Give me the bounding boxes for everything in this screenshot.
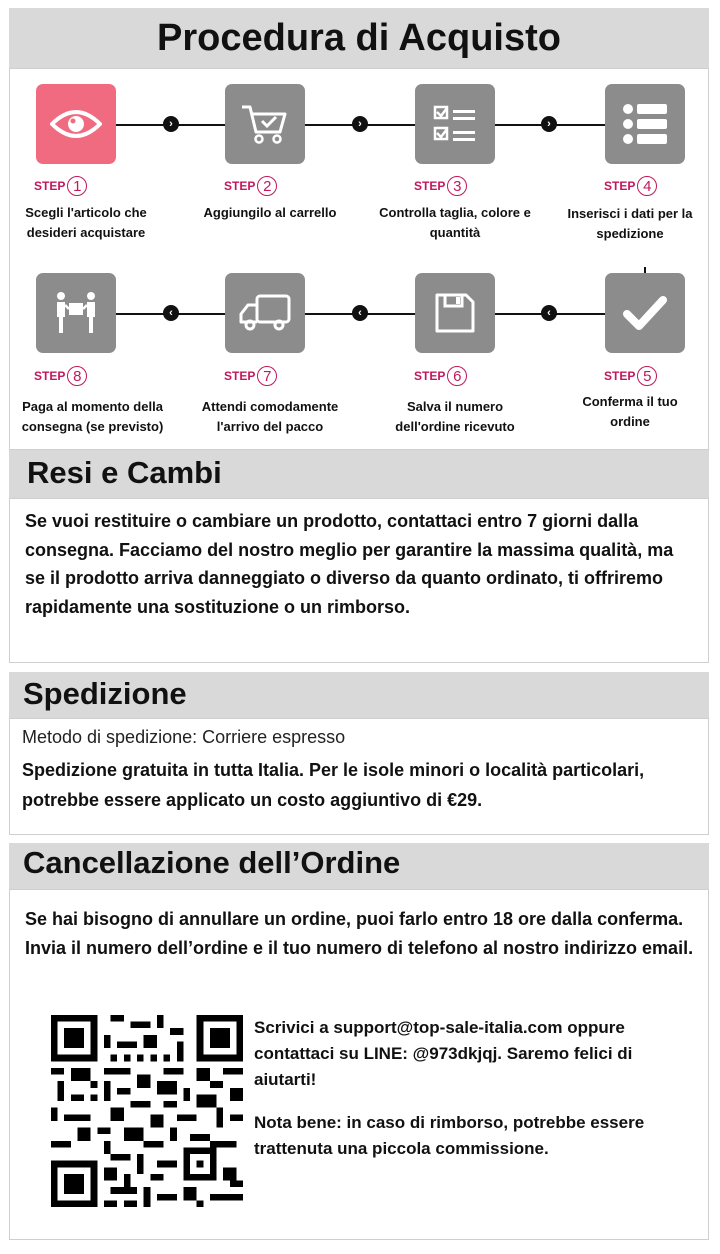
cancellation-title: Cancellazione dell’Ordine bbox=[9, 843, 709, 889]
step-5-desc: Conferma il tuo ordine bbox=[582, 394, 678, 429]
step-2-desc: Aggiungilo al carrello bbox=[203, 205, 337, 220]
shipping-body bbox=[9, 718, 709, 835]
step-3-label: STEP 3 bbox=[414, 176, 467, 196]
step-7-label: STEP 7 bbox=[224, 366, 277, 386]
step-6-desc: Salva il numero dell'ordine ricevuto bbox=[395, 399, 515, 434]
checklist-icon bbox=[415, 84, 495, 164]
cancellation-body bbox=[9, 889, 709, 1240]
step-6-label: STEP 6 bbox=[414, 366, 467, 386]
arrow-left-icon: ‹ bbox=[541, 305, 557, 321]
cart-icon bbox=[225, 84, 305, 164]
checkmark-icon bbox=[605, 273, 685, 353]
step-4-desc: Inserisci i dati per la spedizione bbox=[567, 206, 693, 241]
arrow-right-icon: › bbox=[352, 116, 368, 132]
save-icon bbox=[415, 273, 495, 353]
step-1-desc: Scegli l'articolo che desideri acquistare bbox=[25, 205, 147, 240]
step-7-desc: Attendi comodamente l'arrivo del pacco bbox=[201, 399, 339, 434]
step-4-label: STEP 4 bbox=[604, 176, 657, 196]
shipping-title: Spedizione bbox=[9, 672, 709, 718]
refund-note: Nota bene: in caso di rimborso, potrebbe essere trattenuta una piccola commissione. bbox=[254, 1113, 645, 1158]
eye-icon bbox=[36, 84, 116, 164]
truck-icon bbox=[225, 273, 305, 353]
step-8-desc: Paga al momento della consegna (se previsto) bbox=[21, 399, 164, 434]
arrow-left-icon: ‹ bbox=[163, 305, 179, 321]
returns-title: Resi e Cambi bbox=[9, 450, 709, 498]
arrow-right-icon: › bbox=[541, 116, 557, 132]
returns-body bbox=[9, 498, 709, 663]
step-8-label: STEP 8 bbox=[34, 366, 87, 386]
shipping-text: Spedizione gratuita in tutta Italia. Per le isole minori o località particolari, potrebbe essere applicato un costo aggiuntivo di €29. bbox=[22, 760, 645, 810]
delivery-handover-icon bbox=[36, 273, 116, 353]
arrow-left-icon: ‹ bbox=[352, 305, 368, 321]
page-title: Procedura di Acquisto bbox=[9, 8, 709, 68]
step-2-label: STEP 2 bbox=[224, 176, 277, 196]
step-1-label: STEP 1 bbox=[34, 176, 87, 196]
step-5-label: STEP 5 bbox=[604, 366, 657, 386]
qr-code bbox=[51, 1015, 243, 1207]
step-3-desc: Controlla taglia, colore e quantità bbox=[379, 205, 531, 240]
contact-text: Scrivici a support@top-sale-italia.com oppure contattaci su LINE: @973dkjqj. Saremo felici di aiutarti! bbox=[254, 1018, 633, 1089]
shipping-method: Metodo di spedizione: Corriere espresso bbox=[22, 727, 346, 747]
list-icon bbox=[605, 84, 685, 164]
steps-panel bbox=[9, 68, 709, 450]
arrow-right-icon: › bbox=[163, 116, 179, 132]
cancellation-text: Se hai bisogno di annullare un ordine, puoi farlo entro 18 ore dalla conferma. Invia il numero dell’ordine e il tuo numero di telefono al nostro indirizzo email. bbox=[25, 909, 694, 958]
returns-text: Se vuoi restituire o cambiare un prodotto, contattaci entro 7 giorni dalla consegna. Facciamo del nostro meglio per garantire la massima qualità, ma se il prodotto arriva danneggiato o diverso da quanto ordinato, ti offriremo rapidamente una sostituzione o un rimborso. bbox=[25, 511, 674, 617]
